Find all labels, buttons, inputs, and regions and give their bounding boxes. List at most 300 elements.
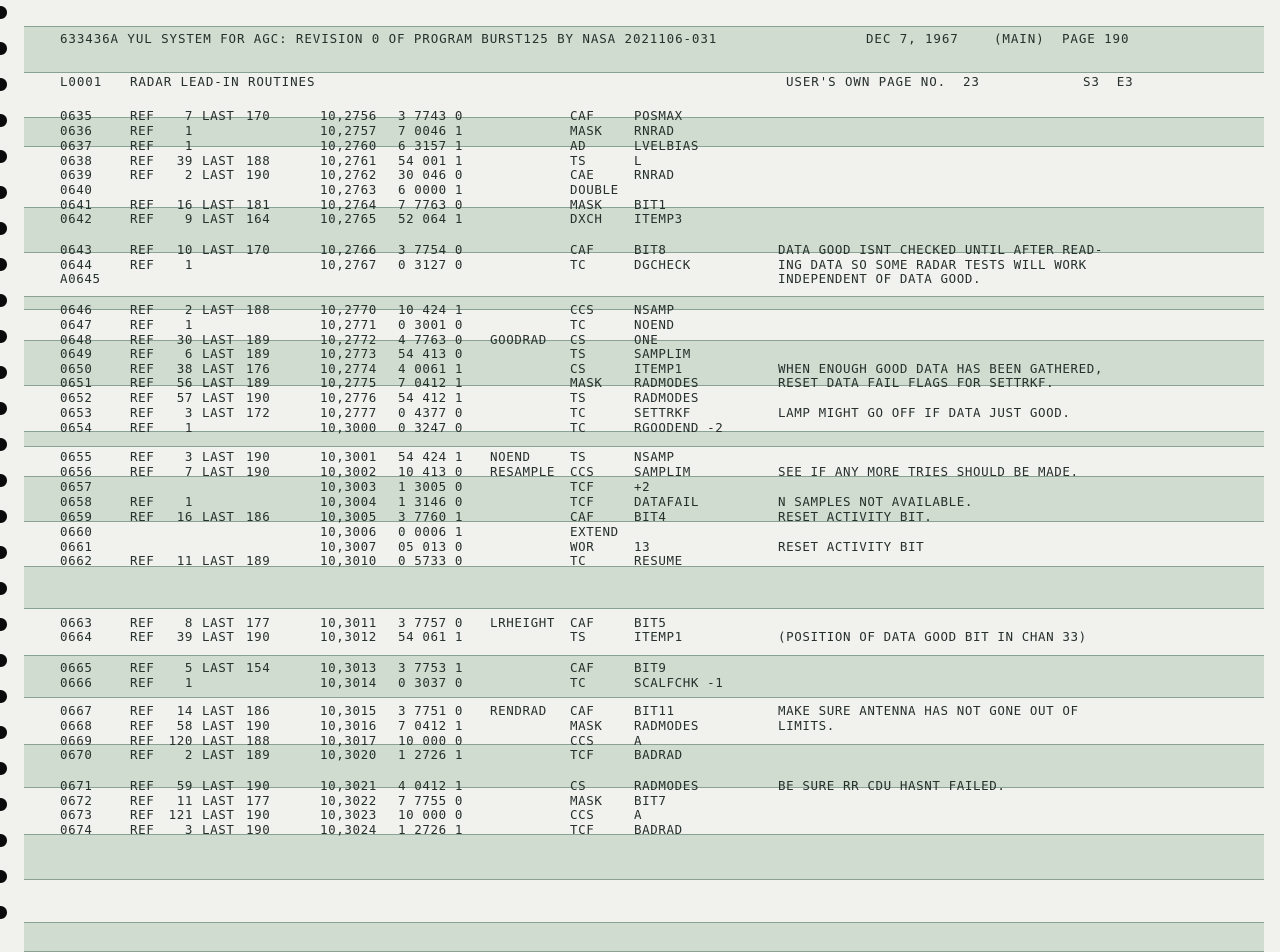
opcode: CAF	[570, 108, 595, 123]
opcode: TC	[570, 420, 587, 435]
ref-keyword: REF	[130, 346, 155, 361]
ref-keyword: REF	[130, 167, 155, 182]
octal-word: 10 000 0	[398, 807, 464, 822]
address: 10,2761	[320, 153, 377, 168]
symbol-label: GOODRAD	[490, 332, 547, 347]
ref-keyword: REF	[130, 153, 155, 168]
line-number: 0669	[60, 733, 93, 748]
last-keyword: LAST	[202, 242, 235, 257]
operand: A	[634, 733, 643, 748]
feed-hole	[0, 222, 7, 235]
octal-word: 30 046 0	[398, 167, 464, 182]
ref-keyword: REF	[130, 629, 155, 644]
opcode: CS	[570, 361, 587, 376]
line-number: A0645	[60, 271, 101, 286]
line-number: 0651	[60, 375, 93, 390]
comment: LIMITS.	[778, 718, 835, 733]
ref-keyword: REF	[130, 660, 155, 675]
opcode: MASK	[570, 197, 603, 212]
octal-word: 3 7743 0	[398, 108, 464, 123]
opcode: CAF	[570, 242, 595, 257]
octal-word: 7 0412 1	[398, 718, 464, 733]
last-page: 189	[246, 375, 271, 390]
octal-word: 6 3157 1	[398, 138, 464, 153]
line-number: 0641	[60, 197, 93, 212]
line-number: 0659	[60, 509, 93, 524]
ref-count: 1	[184, 675, 193, 690]
feed-hole	[0, 798, 7, 811]
opcode: CAF	[570, 509, 595, 524]
feed-hole	[0, 294, 7, 307]
ref-count: 38	[176, 361, 193, 376]
last-page: 177	[246, 615, 271, 630]
ref-count: 6	[184, 346, 193, 361]
address: 10,2763	[320, 182, 377, 197]
last-page: 172	[246, 405, 271, 420]
operand: RESUME	[634, 553, 683, 568]
log-title: RADAR LEAD-IN ROUTINES	[130, 74, 316, 89]
last-keyword: LAST	[202, 405, 235, 420]
operand: RADMODES	[634, 375, 700, 390]
comment: INDEPENDENT OF DATA GOOD.	[778, 271, 982, 286]
feed-hole	[0, 42, 7, 55]
last-keyword: LAST	[202, 718, 235, 733]
address: 10,2756	[320, 108, 377, 123]
line-number: 0672	[60, 793, 93, 808]
comment: SEE IF ANY MORE TRIES SHOULD BE MADE.	[778, 464, 1079, 479]
octal-word: 10 424 1	[398, 302, 464, 317]
opcode: CAF	[570, 615, 595, 630]
ref-keyword: REF	[130, 108, 155, 123]
opcode: DXCH	[570, 211, 603, 226]
ref-keyword: REF	[130, 703, 155, 718]
opcode: CCS	[570, 733, 595, 748]
line-number: 0644	[60, 257, 93, 272]
opcode: AD	[570, 138, 587, 153]
operand: NSAMP	[634, 302, 675, 317]
ref-count: 3	[184, 449, 193, 464]
line-number: 0665	[60, 660, 93, 675]
ref-count: 16	[176, 509, 193, 524]
ref-keyword: REF	[130, 615, 155, 630]
operand: BIT1	[634, 197, 667, 212]
line-number: 0658	[60, 494, 93, 509]
address: 10,3021	[320, 778, 377, 793]
log-id: L0001	[60, 74, 103, 89]
ref-keyword: REF	[130, 420, 155, 435]
octal-word: 3 7760 1	[398, 509, 464, 524]
line-number: 0646	[60, 302, 93, 317]
ref-keyword: REF	[130, 361, 155, 376]
operand: ONE	[634, 332, 659, 347]
operand: NSAMP	[634, 449, 675, 464]
last-page: 176	[246, 361, 271, 376]
comment: BE SURE RR CDU HASNT FAILED.	[778, 778, 1006, 793]
ref-keyword: REF	[130, 793, 155, 808]
operand: POSMAX	[634, 108, 683, 123]
address: 10,2770	[320, 302, 377, 317]
ref-keyword: REF	[130, 822, 155, 837]
comment: LAMP MIGHT GO OFF IF DATA JUST GOOD.	[778, 405, 1071, 420]
last-keyword: LAST	[202, 822, 235, 837]
comment: MAKE SURE ANTENNA HAS NOT GONE OUT OF	[778, 703, 1079, 718]
operand: A	[634, 807, 643, 822]
green-bar	[24, 566, 1264, 609]
opcode: MASK	[570, 375, 603, 390]
address: 10,2757	[320, 123, 377, 138]
last-page: 190	[246, 778, 271, 793]
operand: BIT9	[634, 660, 667, 675]
ref-count: 9	[184, 211, 193, 226]
last-page: 190	[246, 464, 271, 479]
address: 10,3000	[320, 420, 377, 435]
address: 10,3015	[320, 703, 377, 718]
ref-keyword: REF	[130, 211, 155, 226]
symbol-label: NOEND	[490, 449, 531, 464]
octal-word: 3 7757 0	[398, 615, 464, 630]
octal-word: 0 3037 0	[398, 675, 464, 690]
line-number: 0635	[60, 108, 93, 123]
ref-keyword: REF	[130, 449, 155, 464]
last-keyword: LAST	[202, 390, 235, 405]
operand: ITEMP1	[634, 629, 683, 644]
line-number: 0643	[60, 242, 93, 257]
ref-count: 121	[168, 807, 193, 822]
symbol-label: LRHEIGHT	[490, 615, 556, 630]
ref-keyword: REF	[130, 675, 155, 690]
ref-keyword: REF	[130, 242, 155, 257]
address: 10,3011	[320, 615, 377, 630]
line-number: 0640	[60, 182, 93, 197]
ref-keyword: REF	[130, 197, 155, 212]
octal-word: 10 000 0	[398, 733, 464, 748]
comment: WHEN ENOUGH GOOD DATA HAS BEEN GATHERED,	[778, 361, 1104, 376]
ref-count: 11	[176, 793, 193, 808]
address: 10,3017	[320, 733, 377, 748]
last-page: 188	[246, 302, 271, 317]
last-keyword: LAST	[202, 108, 235, 123]
opcode: CAF	[570, 660, 595, 675]
octal-word: 05 013 0	[398, 539, 464, 554]
feed-hole	[0, 546, 7, 559]
octal-word: 3 7754 0	[398, 242, 464, 257]
operand: BIT4	[634, 509, 667, 524]
opcode: TC	[570, 405, 587, 420]
line-number: 0668	[60, 718, 93, 733]
last-keyword: LAST	[202, 553, 235, 568]
ref-count: 14	[176, 703, 193, 718]
last-keyword: LAST	[202, 302, 235, 317]
ref-count: 3	[184, 822, 193, 837]
last-page: 190	[246, 449, 271, 464]
address: 10,2766	[320, 242, 377, 257]
operand: NOEND	[634, 317, 675, 332]
last-page: 190	[246, 822, 271, 837]
address: 10,2776	[320, 390, 377, 405]
opcode: TCF	[570, 494, 595, 509]
opcode: EXTEND	[570, 524, 619, 539]
ref-keyword: REF	[130, 553, 155, 568]
line-number: 0663	[60, 615, 93, 630]
octal-word: 4 0412 1	[398, 778, 464, 793]
ref-count: 8	[184, 615, 193, 630]
octal-word: 6 0000 1	[398, 182, 464, 197]
opcode: MASK	[570, 123, 603, 138]
octal-word: 54 413 0	[398, 346, 464, 361]
last-keyword: LAST	[202, 211, 235, 226]
octal-word: 54 001 1	[398, 153, 464, 168]
line-number: 0653	[60, 405, 93, 420]
ref-count: 56	[176, 375, 193, 390]
ref-keyword: REF	[130, 123, 155, 138]
address: 10,2775	[320, 375, 377, 390]
last-page: 170	[246, 242, 271, 257]
address: 10,2774	[320, 361, 377, 376]
address: 10,3016	[320, 718, 377, 733]
operand: SETTRKF	[634, 405, 691, 420]
octal-word: 3 7751 0	[398, 703, 464, 718]
operand: RADMODES	[634, 390, 700, 405]
operand: LVELBIAS	[634, 138, 700, 153]
operand: ITEMP3	[634, 211, 683, 226]
page-number: PAGE 190	[1062, 31, 1130, 46]
address: 10,2764	[320, 197, 377, 212]
address: 10,3007	[320, 539, 377, 554]
line-number: 0639	[60, 167, 93, 182]
listing-title: 633436A YUL SYSTEM FOR AGC: REVISION 0 OF PROGRAM BURST125 BY NASA 2021106-031	[60, 31, 718, 46]
last-keyword: LAST	[202, 733, 235, 748]
feed-hole	[0, 510, 7, 523]
last-keyword: LAST	[202, 660, 235, 675]
listing-section: (MAIN)	[994, 31, 1045, 46]
comment: ING DATA SO SOME RADAR TESTS WILL WORK	[778, 257, 1087, 272]
line-number: 0670	[60, 747, 93, 762]
feed-hole	[0, 870, 7, 883]
last-keyword: LAST	[202, 509, 235, 524]
symbol-label: RESAMPLE	[490, 464, 556, 479]
comment: RESET ACTIVITY BIT.	[778, 509, 933, 524]
line-number: 0662	[60, 553, 93, 568]
address: 10,2772	[320, 332, 377, 347]
operand: L	[634, 153, 643, 168]
ref-count: 57	[176, 390, 193, 405]
address: 10,3010	[320, 553, 377, 568]
opcode: TS	[570, 153, 587, 168]
octal-word: 7 0046 1	[398, 123, 464, 138]
ref-keyword: REF	[130, 317, 155, 332]
feed-hole	[0, 582, 7, 595]
octal-word: 1 2726 1	[398, 747, 464, 762]
line-number: 0637	[60, 138, 93, 153]
ref-keyword: REF	[130, 778, 155, 793]
address: 10,2771	[320, 317, 377, 332]
operand: SAMPLIM	[634, 346, 691, 361]
last-page: 190	[246, 167, 271, 182]
octal-word: 52 064 1	[398, 211, 464, 226]
line-number: 0642	[60, 211, 93, 226]
ref-count: 58	[176, 718, 193, 733]
last-page: 189	[246, 346, 271, 361]
operand: RNRAD	[634, 167, 675, 182]
feed-hole	[0, 474, 7, 487]
last-page: 190	[246, 807, 271, 822]
feed-hole	[0, 402, 7, 415]
opcode: TS	[570, 346, 587, 361]
ref-count: 1	[184, 138, 193, 153]
opcode: CCS	[570, 807, 595, 822]
octal-word: 4 0061 1	[398, 361, 464, 376]
line-number: 0664	[60, 629, 93, 644]
address: 10,3013	[320, 660, 377, 675]
ref-keyword: REF	[130, 509, 155, 524]
feed-hole	[0, 330, 7, 343]
address: 10,3004	[320, 494, 377, 509]
last-keyword: LAST	[202, 375, 235, 390]
octal-word: 0 5733 0	[398, 553, 464, 568]
ref-keyword: REF	[130, 405, 155, 420]
address: 10,3024	[320, 822, 377, 837]
last-keyword: LAST	[202, 747, 235, 762]
address: 10,3006	[320, 524, 377, 539]
opcode: MASK	[570, 793, 603, 808]
octal-word: 0 0006 1	[398, 524, 464, 539]
ref-keyword: REF	[130, 257, 155, 272]
feed-hole	[0, 78, 7, 91]
feed-hole	[0, 654, 7, 667]
line-number: 0656	[60, 464, 93, 479]
operand: BADRAD	[634, 747, 683, 762]
address: 10,2765	[320, 211, 377, 226]
last-keyword: LAST	[202, 807, 235, 822]
comment: DATA GOOD ISNT CHECKED UNTIL AFTER READ-	[778, 242, 1104, 257]
octal-word: 0 4377 0	[398, 405, 464, 420]
line-number: 0666	[60, 675, 93, 690]
feed-hole	[0, 834, 7, 847]
line-number: 0647	[60, 317, 93, 332]
ref-count: 120	[168, 733, 193, 748]
last-page: 186	[246, 703, 271, 718]
ref-count: 59	[176, 778, 193, 793]
feed-hole	[0, 150, 7, 163]
opcode: CCS	[570, 464, 595, 479]
ref-keyword: REF	[130, 747, 155, 762]
last-page: 189	[246, 747, 271, 762]
ref-keyword: REF	[130, 138, 155, 153]
last-page: 181	[246, 197, 271, 212]
opcode: TC	[570, 257, 587, 272]
ref-count: 5	[184, 660, 193, 675]
line-number: 0652	[60, 390, 93, 405]
opcode: TCF	[570, 822, 595, 837]
feed-hole	[0, 366, 7, 379]
ref-count: 39	[176, 153, 193, 168]
line-number: 0674	[60, 822, 93, 837]
operand: RADMODES	[634, 778, 700, 793]
last-page: 190	[246, 718, 271, 733]
ref-count: 11	[176, 553, 193, 568]
octal-word: 0 3247 0	[398, 420, 464, 435]
last-page: 189	[246, 553, 271, 568]
address: 10,3005	[320, 509, 377, 524]
octal-word: 54 424 1	[398, 449, 464, 464]
comment: (POSITION OF DATA GOOD BIT IN CHAN 33)	[778, 629, 1087, 644]
opcode: TS	[570, 629, 587, 644]
address: 10,3003	[320, 479, 377, 494]
last-keyword: LAST	[202, 346, 235, 361]
ref-count: 1	[184, 123, 193, 138]
operand: BIT8	[634, 242, 667, 257]
ref-count: 2	[184, 167, 193, 182]
octal-word: 0 3001 0	[398, 317, 464, 332]
ref-keyword: REF	[130, 733, 155, 748]
feed-hole	[0, 438, 7, 451]
opcode: TCF	[570, 479, 595, 494]
opcode: TS	[570, 390, 587, 405]
operand: BIT11	[634, 703, 675, 718]
octal-word: 1 3146 0	[398, 494, 464, 509]
octal-word: 3 7753 1	[398, 660, 464, 675]
operand: RGOODEND -2	[634, 420, 724, 435]
last-page: 190	[246, 629, 271, 644]
octal-word: 7 7763 0	[398, 197, 464, 212]
last-page: 154	[246, 660, 271, 675]
octal-word: 0 3127 0	[398, 257, 464, 272]
line-number: 0660	[60, 524, 93, 539]
last-page: 190	[246, 390, 271, 405]
operand: SAMPLIM	[634, 464, 691, 479]
operand: 13	[634, 539, 651, 554]
opcode: TCF	[570, 747, 595, 762]
last-page: 188	[246, 733, 271, 748]
opcode: TC	[570, 317, 587, 332]
operand: +2	[634, 479, 651, 494]
operand: DGCHECK	[634, 257, 691, 272]
last-keyword: LAST	[202, 361, 235, 376]
opcode: MASK	[570, 718, 603, 733]
ref-count: 2	[184, 302, 193, 317]
last-keyword: LAST	[202, 167, 235, 182]
octal-word: 10 413 0	[398, 464, 464, 479]
address: 10,3001	[320, 449, 377, 464]
opcode: DOUBLE	[570, 182, 619, 197]
octal-word: 54 061 1	[398, 629, 464, 644]
ref-keyword: REF	[130, 302, 155, 317]
feed-hole	[0, 186, 7, 199]
last-keyword: LAST	[202, 332, 235, 347]
opcode: TS	[570, 449, 587, 464]
ref-count: 16	[176, 197, 193, 212]
operand: SCALFCHK -1	[634, 675, 724, 690]
last-keyword: LAST	[202, 793, 235, 808]
address: 10,3002	[320, 464, 377, 479]
address: 10,3012	[320, 629, 377, 644]
last-keyword: LAST	[202, 629, 235, 644]
line-number: 0638	[60, 153, 93, 168]
feed-hole	[0, 726, 7, 739]
comment: N SAMPLES NOT AVAILABLE.	[778, 494, 974, 509]
last-keyword: LAST	[202, 615, 235, 630]
operand: RNRAD	[634, 123, 675, 138]
feed-hole	[0, 762, 7, 775]
address: 10,3014	[320, 675, 377, 690]
ref-count: 30	[176, 332, 193, 347]
green-bar	[24, 922, 1264, 952]
opcode: CS	[570, 332, 587, 347]
last-page: 186	[246, 509, 271, 524]
ref-count: 2	[184, 747, 193, 762]
octal-word: 7 0412 1	[398, 375, 464, 390]
opcode: CAF	[570, 703, 595, 718]
